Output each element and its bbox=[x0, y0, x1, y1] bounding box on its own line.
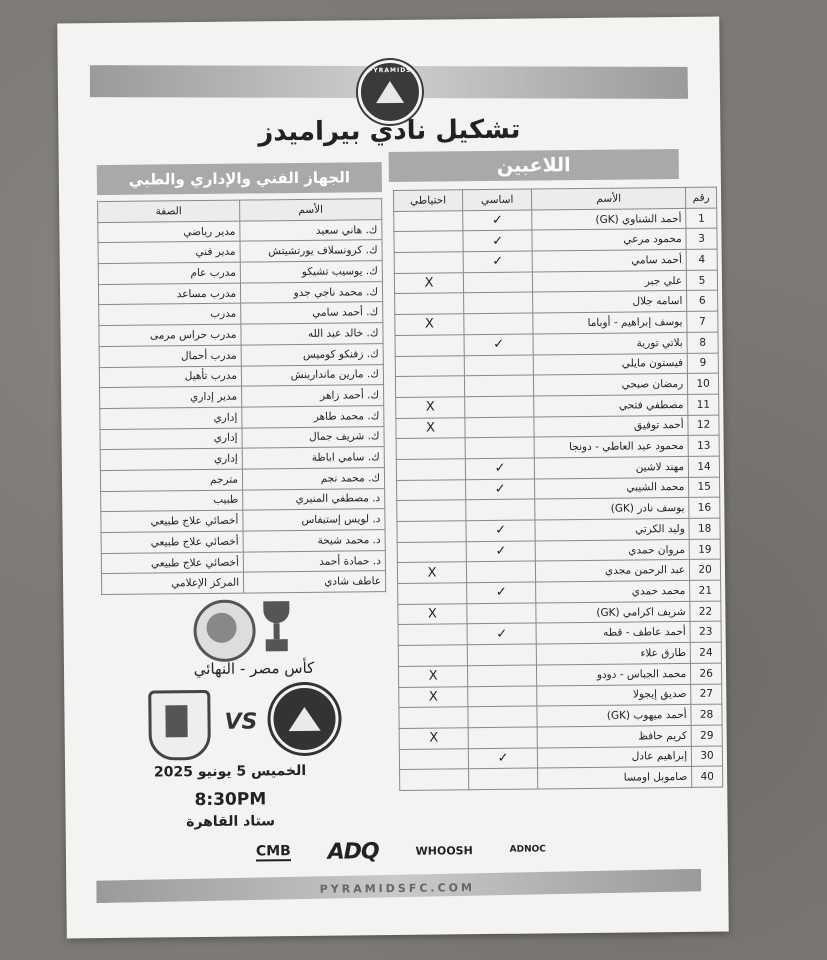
player-number: 22 bbox=[690, 601, 721, 622]
player-number: 14 bbox=[688, 456, 719, 477]
staff-row bbox=[99, 323, 383, 347]
pyramids-badge-icon bbox=[270, 685, 339, 754]
starter-mark bbox=[466, 561, 535, 582]
sub-mark bbox=[395, 293, 464, 314]
staff-name: ك. مارين ماندارينش bbox=[241, 364, 383, 386]
staff-name: ك. زفنكو كوميس bbox=[241, 343, 383, 365]
player-number: 20 bbox=[690, 559, 721, 580]
sub-mark: X bbox=[398, 666, 467, 687]
cmb-logo: CMB bbox=[255, 843, 291, 860]
starter-mark bbox=[464, 355, 533, 376]
staff-name: ك. محمد ناجي جدو bbox=[240, 281, 382, 303]
player-number: 7 bbox=[687, 311, 718, 332]
player-number: 19 bbox=[689, 539, 720, 560]
cup-title: كأس مصر - النهائي bbox=[193, 658, 315, 679]
sub-mark bbox=[394, 210, 463, 231]
player-number: 27 bbox=[691, 684, 722, 705]
player-name: أحمد عاطف - قطه bbox=[536, 622, 690, 644]
player-number: 16 bbox=[689, 497, 720, 518]
staff-role: مدير رياضي bbox=[98, 221, 240, 243]
sub-mark bbox=[398, 645, 467, 666]
staff-name: ك. هاني سعيد bbox=[240, 219, 382, 241]
player-number: 21 bbox=[690, 580, 721, 601]
staff-row bbox=[99, 343, 383, 367]
player-name: محمد حمدي bbox=[536, 580, 690, 602]
staff-row bbox=[100, 426, 384, 450]
sub-mark bbox=[397, 521, 466, 542]
player-name: محمود مرعي bbox=[532, 229, 686, 251]
staff-name: ك. محمد نجم bbox=[242, 468, 384, 490]
zamalek-logo-icon bbox=[148, 690, 211, 761]
player-name: أحمد ميهوب (GK) bbox=[537, 705, 691, 727]
sub-mark bbox=[398, 624, 467, 645]
player-name: صاموبل اومسا bbox=[538, 767, 692, 789]
starter-mark bbox=[468, 727, 537, 748]
staff-role: مدرب أحمال bbox=[99, 345, 241, 367]
player-name: كريم حافظ bbox=[537, 725, 691, 747]
sub-mark bbox=[398, 583, 467, 604]
player-number: 13 bbox=[688, 435, 719, 456]
staff-role: مدرب عام bbox=[98, 262, 240, 284]
staff-section-title: الجهاز الفني والإداري والطبي bbox=[97, 162, 382, 195]
player-number: 30 bbox=[692, 746, 723, 767]
player-number: 6 bbox=[687, 291, 718, 312]
starter-mark bbox=[465, 437, 534, 458]
staff-header-row bbox=[98, 199, 382, 223]
player-number: 29 bbox=[691, 725, 722, 746]
staff-name: د. محمد شيحة bbox=[243, 530, 385, 552]
player-name: فيستون مايلي bbox=[533, 353, 687, 375]
player-name: محمود عبد العاطي - دونجا bbox=[534, 436, 688, 458]
player-name: بلاتي تورية bbox=[533, 332, 687, 354]
sub-mark: X bbox=[398, 603, 467, 624]
player-number: 28 bbox=[691, 704, 722, 725]
sub-mark: X bbox=[396, 397, 465, 418]
starter-mark: ✓ bbox=[468, 748, 537, 769]
staff-role: مدرب مساعد bbox=[98, 283, 240, 305]
player-name: مروان حمدي bbox=[535, 539, 689, 561]
staff-row bbox=[99, 364, 383, 388]
match-date: الخميس 5 يونيو 2025 bbox=[153, 762, 307, 781]
col-staff-role: الصفة bbox=[98, 200, 240, 222]
starter-mark: ✓ bbox=[466, 541, 535, 562]
player-name: شريف اكرامي (GK) bbox=[536, 601, 690, 623]
staff-row bbox=[98, 281, 382, 305]
player-number: 9 bbox=[687, 353, 718, 374]
col-name: الأسم bbox=[532, 187, 686, 209]
player-row bbox=[400, 766, 723, 790]
player-number: 4 bbox=[686, 249, 717, 270]
player-name: أحمد توفيق bbox=[534, 415, 688, 437]
staff-row bbox=[101, 550, 385, 574]
staff-row bbox=[100, 405, 384, 429]
player-name: عبد الرحمن مجدي bbox=[536, 560, 690, 582]
sub-mark bbox=[395, 355, 464, 376]
starter-mark bbox=[468, 665, 537, 686]
staff-name: ك. أحمد زاهر bbox=[242, 385, 384, 407]
staff-role: طبيب bbox=[101, 490, 243, 512]
starter-mark: ✓ bbox=[467, 582, 536, 603]
sub-mark bbox=[397, 479, 466, 500]
match-time: 8:30PM bbox=[194, 789, 267, 811]
starter-mark bbox=[464, 313, 533, 334]
staff-name: ك. أحمد سامي bbox=[241, 302, 383, 324]
player-number: 5 bbox=[687, 270, 718, 291]
sub-mark bbox=[399, 707, 468, 728]
staff-name: د. حمادة أحمد bbox=[243, 550, 385, 572]
starter-mark bbox=[466, 499, 535, 520]
staff-role: مدرب bbox=[99, 304, 241, 326]
sub-mark bbox=[397, 500, 466, 521]
staff-row bbox=[99, 302, 383, 326]
starter-mark bbox=[463, 272, 532, 293]
player-name: محمد الشيبي bbox=[535, 477, 689, 499]
staff-name: ك. يوسيب تشيكو bbox=[240, 261, 382, 283]
efa-logo-icon bbox=[193, 599, 256, 662]
player-name: أحمد سامي bbox=[532, 249, 686, 271]
staff-row bbox=[100, 468, 384, 492]
player-name: رمضان صبحي bbox=[534, 374, 688, 396]
col-staff-name: الأسم bbox=[240, 199, 382, 221]
sub-mark bbox=[400, 769, 469, 790]
lineup-sheet bbox=[57, 17, 729, 939]
match-venue: ستاد القاهرة bbox=[186, 813, 276, 831]
player-name: أحمد الشناوي (GK) bbox=[532, 208, 686, 230]
staff-role: إداري bbox=[100, 448, 242, 470]
sub-mark bbox=[397, 541, 466, 562]
player-name: يوسف إبراهيم - أوباما bbox=[533, 312, 687, 334]
staff-name: ك. سامي اباظة bbox=[242, 447, 384, 469]
staff-table bbox=[97, 198, 386, 595]
staff-row bbox=[101, 530, 385, 554]
sub-mark bbox=[396, 438, 465, 459]
staff-row bbox=[101, 571, 385, 595]
trophy-icon bbox=[259, 601, 294, 653]
staff-role: مترجم bbox=[100, 469, 242, 491]
player-number: 23 bbox=[690, 622, 721, 643]
staff-role: إداري bbox=[100, 407, 242, 429]
player-name: وليد الكرتي bbox=[535, 518, 689, 540]
staff-name: ك. شريف جمال bbox=[242, 426, 384, 448]
starter-mark: ✓ bbox=[463, 251, 532, 272]
staff-row bbox=[101, 509, 385, 533]
staff-role: أخصائي علاج طبيعي bbox=[101, 531, 243, 553]
staff-name: ك. محمد طاهر bbox=[242, 405, 384, 427]
staff-role: المركز الإعلامي bbox=[101, 572, 243, 594]
vs-label: VS bbox=[224, 709, 258, 735]
player-name: اسامه جلال bbox=[533, 291, 687, 313]
staff-role: إداري bbox=[100, 428, 242, 450]
player-name: علي جبر bbox=[532, 270, 686, 292]
starter-mark bbox=[464, 292, 533, 313]
player-number: 3 bbox=[686, 228, 717, 249]
player-name: صديق إيجولا bbox=[537, 684, 691, 706]
staff-role: أخصائي علاج طبيعي bbox=[101, 510, 243, 532]
starter-mark bbox=[467, 603, 536, 624]
starter-mark: ✓ bbox=[465, 458, 534, 479]
starter-mark: ✓ bbox=[463, 230, 532, 251]
sub-mark: X bbox=[399, 686, 468, 707]
pyramids-logo-icon: PYRAMIDS bbox=[358, 60, 423, 125]
starter-mark: ✓ bbox=[467, 623, 536, 644]
players-table bbox=[393, 187, 723, 791]
starter-mark bbox=[468, 686, 537, 707]
sub-mark bbox=[394, 252, 463, 273]
starter-mark bbox=[465, 375, 534, 396]
staff-name: د. مصطفي المنيري bbox=[243, 488, 385, 510]
player-number: 15 bbox=[689, 477, 720, 498]
player-number: 12 bbox=[688, 415, 719, 436]
staff-role: مدير إداري bbox=[100, 386, 242, 408]
staff-name: ك. خالد عبد الله bbox=[241, 323, 383, 345]
staff-role: مدرب تأهيل bbox=[99, 366, 241, 388]
staff-row bbox=[100, 385, 384, 409]
sub-mark bbox=[395, 376, 464, 397]
sub-mark: X bbox=[399, 728, 468, 749]
staff-row bbox=[98, 219, 382, 243]
player-number: 18 bbox=[689, 518, 720, 539]
player-number: 10 bbox=[688, 373, 719, 394]
sub-mark bbox=[399, 748, 468, 769]
staff-row bbox=[98, 240, 382, 264]
player-name: مهند لاشين bbox=[534, 456, 688, 478]
sub-mark: X bbox=[397, 562, 466, 583]
player-number: 40 bbox=[692, 766, 723, 787]
col-num: رقم bbox=[686, 187, 717, 208]
adq-logo: ADQ bbox=[327, 838, 379, 865]
player-name: يوسف نادر (GK) bbox=[535, 498, 689, 520]
starter-mark bbox=[467, 644, 536, 665]
page-title: تشكيل نادي بيراميدز bbox=[258, 114, 521, 148]
staff-role: مدير فني bbox=[98, 241, 240, 263]
starter-mark bbox=[469, 768, 538, 789]
sub-mark bbox=[396, 459, 465, 480]
starter-mark: ✓ bbox=[466, 520, 535, 541]
sub-mark: X bbox=[395, 314, 464, 335]
starter-mark: ✓ bbox=[464, 334, 533, 355]
player-number: 11 bbox=[688, 394, 719, 415]
staff-name: عاطف شادي bbox=[243, 571, 385, 593]
player-name: محمد الجباس - دودو bbox=[537, 663, 691, 685]
whoosh-logo: WHOOSH bbox=[415, 843, 473, 858]
players-section-title: اللاعبين bbox=[389, 149, 679, 182]
staff-row bbox=[98, 261, 382, 285]
sponsors-row bbox=[256, 834, 546, 867]
staff-row bbox=[101, 488, 385, 512]
staff-name: د. لويس إستيفاس bbox=[243, 509, 385, 531]
player-name: إبراهيم عادل bbox=[537, 746, 691, 768]
starter-mark: ✓ bbox=[466, 479, 535, 500]
sub-mark bbox=[394, 231, 463, 252]
staff-row bbox=[100, 447, 384, 471]
player-number: 26 bbox=[691, 663, 722, 684]
player-number: 8 bbox=[687, 332, 718, 353]
sub-mark bbox=[395, 335, 464, 356]
player-number: 1 bbox=[686, 208, 717, 229]
adnoc-logo: ADNOC bbox=[509, 844, 546, 855]
starter-mark bbox=[465, 417, 534, 438]
player-name: طارق علاء bbox=[536, 643, 690, 665]
starter-mark bbox=[468, 706, 537, 727]
sub-mark: X bbox=[394, 273, 463, 294]
col-sub: احتياطي bbox=[393, 190, 462, 211]
staff-name: ك. كرونسلاف يورتشيتش bbox=[240, 240, 382, 262]
player-number: 24 bbox=[690, 642, 721, 663]
staff-role: أخصائي علاج طبيعي bbox=[101, 552, 243, 574]
player-name: مصطفي فتحي bbox=[534, 394, 688, 416]
website-label: PYRAMIDSFC.COM bbox=[319, 881, 475, 896]
starter-mark bbox=[465, 396, 534, 417]
staff-role: مدرب حراس مرمى bbox=[99, 324, 241, 346]
sub-mark: X bbox=[396, 417, 465, 438]
col-starter: اساسي bbox=[463, 189, 532, 210]
starter-mark: ✓ bbox=[463, 210, 532, 231]
